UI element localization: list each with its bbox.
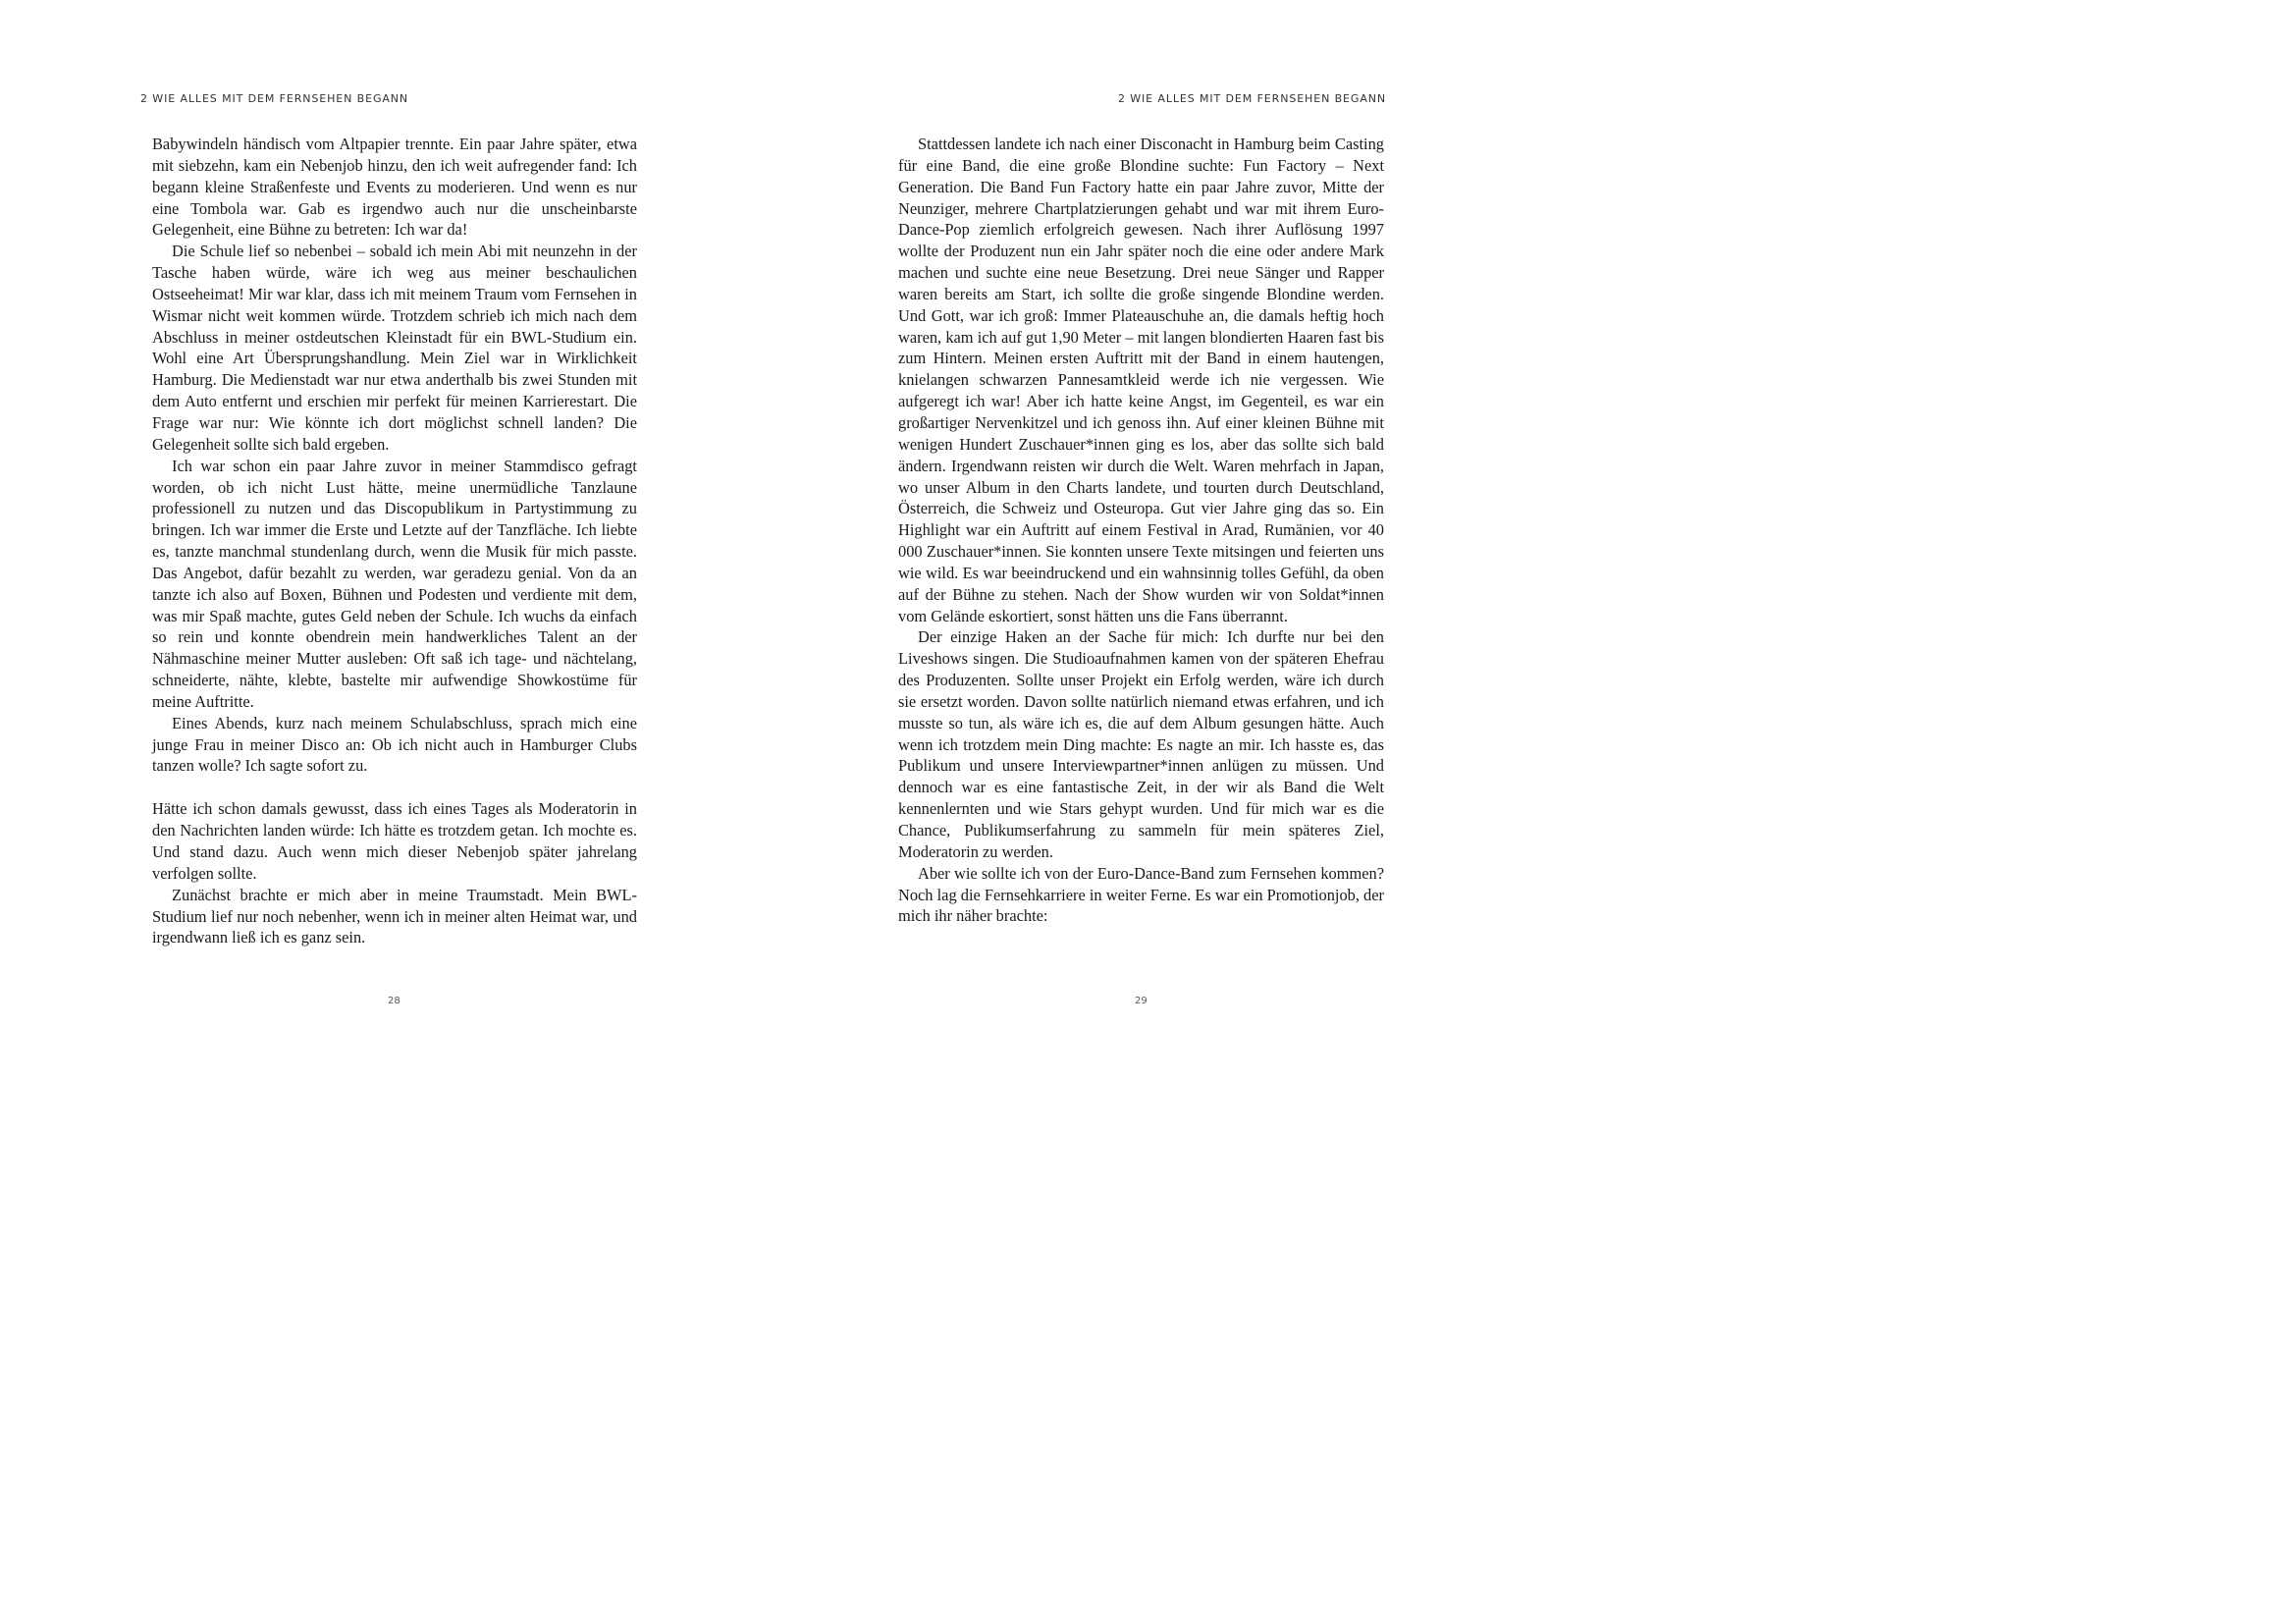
running-head: 2 WIE ALLES MIT DEM FERNSEHEN BEGANN bbox=[1117, 92, 1386, 105]
running-head: 2 WIE ALLES MIT DEM FERNSEHEN BEGANN bbox=[140, 92, 409, 105]
paragraph: Hätte ich schon damals gewusst, dass ich eines Tages als Moderatorin in den Nachrichten landen würde: Ich hätte es trotzdem getan. Ich mochte es. Und stand dazu. Auch wenn mich dieser Nebenjob später jahrelang verfolgen sollte. bbox=[152, 799, 637, 883]
page-number: 28 bbox=[388, 996, 400, 1006]
paragraph: Babywindeln händisch vom Altpapier trennte. Ein paar Jahre später, etwa mit siebzehn, kam ein Nebenjob hinzu, den ich weit aufregender fand: Ich begann kleine Straßenfeste und Events zu moderieren. Und wenn es nur eine Tombola war. Gab es irgendwo auch nur die unscheinbarste Gelegenheit, eine Bühne zu betreten: Ich war da! bbox=[152, 135, 637, 240]
paragraph: Ich war schon ein paar Jahre zuvor in meiner Stammdisco gefragt worden, ob ich nicht Lust hätte, meine unermüdliche Tanzlaune professionell zu nutzen und das Discopublikum in Partystimmung zu bringen. Ich war immer die Erste und Letzte auf der Tanzfläche. Ich liebte es, tanzte manchmal stundenlang durch, wenn die Musik für mich passte. Das Angebot, dafür bezahlt zu werden, war geradezu genial. Von da an tanzte ich also auf Boxen, Bühnen und Podesten und verdiente mit dem, was mir Spaß machte, gutes Geld neben der Schule. Ich wuchs da einfach so rein und konnte obendrein mein handwerkliches Talent an der Nähmaschine meiner Mutter ausleben: Oft saß ich tage- und nächtelang, schneiderte, nähte, klebte, bastelte mir aufwendige Showkostüme für meine Auftritte. bbox=[152, 456, 637, 711]
right-page bbox=[764, 0, 1527, 1080]
paragraph: Stattdessen landete ich nach einer Disconacht in Hamburg beim Casting für eine Band, die eine große Blondine suchte: Fun Factory – Next Generation. Die Band Fun Factory hatte ein paar Jahre zuvor, Mitte der Neunziger, mehrere Chartplatzierungen gehabt und war mit ihrem Euro-Dance-Pop ziemlich erfolgreich gewesen. Nach ihrer Auflösung 1997 wollte der Produzent nun ein Jahr später noch die eine oder andere Mark machen und suchte eine neue Besetzung. Drei neue Sänger und Rapper waren bereits am Start, ich sollte die große singende Blondine werden. Und Gott, war ich groß: Immer Plateauschuhe an, die damals heftig hoch waren, kam ich auf gut 1,90 Meter – mit langen blondierten Haaren fast bis zum Hintern. Meinen ersten Auftritt mit der Band in einem hautengen, knielangen schwarzen Pannesamtkleid werde ich nie vergessen. Wie aufgeregt ich war! Aber ich hatte keine Angst, im Gegenteil, es war ein großartiger Nervenkitzel und ich genoss ihn. Auf einer kleinen Bühne mit wenigen Hundert Zuschauer*innen ging es los, aber das sollte sich bald ändern. Irgendwann reisten wir durch die Welt. Waren mehrfach in Japan, wo unser Album in den Charts landete, und tourten durch Deutschland, Österreich, die Schweiz und Osteuropa. Gut vier Jahre ging das so. Ein Highlight war ein Auftritt auf einem Festival in Arad, Rumänien, vor 40 000 Zuschauer*innen. Sie konnten unsere Texte mitsingen und feierten uns wie wild. Es war beeindruckend und ein wahnsinnig tolles Gefühl, da oben auf der Bühne zu stehen. Nach der Show wurden wir von Soldat*innen vom Gelände eskortiert, sonst hätten uns die Fans überrannt. bbox=[898, 135, 1384, 625]
paragraph: Die Schule lief so nebenbei – sobald ich mein Abi mit neunzehn in der Tasche haben würde, wäre ich weg aus meiner beschaulichen Ostseeheimat! Mir war klar, dass ich mit meinem Traum vom Fernsehen in Wismar nicht weit kommen würde. Trotzdem schrieb ich mich nach dem Abschluss in meiner ostdeutschen Kleinstadt für ein BWL-Studium ein. Wohl eine Art Übersprungshandlung. Mein Ziel war in Wirklichkeit Hamburg. Die Medienstadt war nur etwa anderthalb bis zwei Stunden mit dem Auto entfernt und erschien mir perfekt für meinen Karrierestart. Die Frage war nur: Wie könnte ich dort möglichst schnell landen? Die Gelegenheit sollte sich bald ergeben. bbox=[152, 242, 637, 454]
left-page bbox=[0, 0, 764, 1080]
paragraph: Aber wie sollte ich von der Euro-Dance-Band zum Fernsehen kommen? Noch lag die Fernsehkarriere in weiter Ferne. Es war ein Promotionjob, der mich ihr näher brachte: bbox=[898, 863, 1384, 926]
paragraph: Zunächst brachte er mich aber in meine Traumstadt. Mein BWL-Studium lief nur noch nebenher, wenn ich in meiner alten Heimat war, und irgendwann ließ ich es ganz sein. bbox=[152, 885, 637, 947]
paragraph: Eines Abends, kurz nach meinem Schulabschluss, sprach mich eine junge Frau in meiner Disco an: Ob ich nicht auch in Hamburger Clubs tanzen wolle? Ich sagte sofort zu. bbox=[152, 713, 637, 776]
body-text bbox=[152, 134, 637, 948]
body-text bbox=[898, 134, 1384, 927]
paragraph: Der einzige Haken an der Sache für mich: Ich durfte nur bei den Liveshows singen. Die Studioaufnahmen kamen von der späteren Ehefrau des Produzenten. Sollte unser Projekt ein Erfolg werden, wäre ich durch sie ersetzt worden. Davon sollte natürlich niemand etwas erfahren, und ich musste so tun, als wäre ich es, die auf dem Album gesungen hätte. Auch wenn ich trotzdem mein Ding machte: Es nagte an mir. Ich hasste es, das Publikum und unsere Interviewpartner*innen anlügen zu müssen. Und dennoch war es eine fantastische Zeit, in der wir als Band die Welt kennenlernten und wie Stars gehypt wurden. Und für mich war es die Chance, Publikumserfahrung zu sammeln für mein späteres Ziel, Moderatorin zu werden. bbox=[898, 627, 1384, 861]
page-number: 29 bbox=[1135, 996, 1148, 1006]
